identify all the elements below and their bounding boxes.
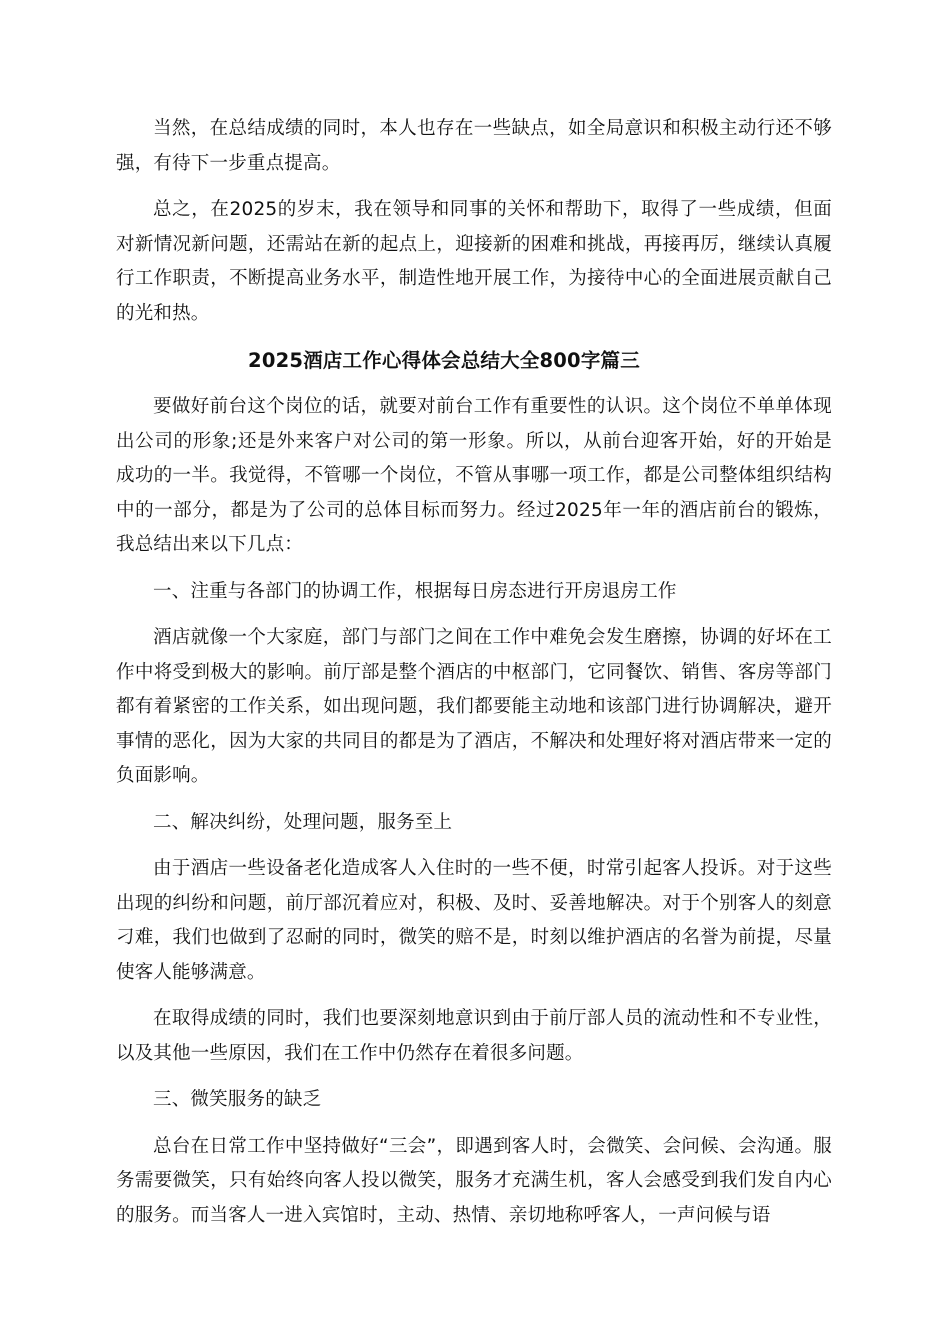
paragraph-coordination: 酒店就像一个大家庭，部门与部门之间在工作中难免会发生磨擦，协调的好坏在工作中将受到极大的影响。前厅部是整个酒店的中枢部门，它同餐饮、销售、客房等部门都有着紧密的工作关系，如出现问题，我们都要能主动地和该部门进行协调解决，避开事情的恶化，因为大家的共同目的都是为了酒店，不解决和处理好将对酒店带来一定的负面影响。	[116, 627, 832, 786]
subheading-smile-service: 三、微笑服务的缺乏	[153, 1089, 322, 1110]
paragraph-disputes: 由于酒店一些设备老化造成客人入住时的一些不便，时常引起客人投诉。对于这些出现的纠纷和问题，前厅部沉着应对，积极、及时、妥善地解决。对于个别客人的刻意刁难，我们也做到了忍耐的同时，微笑的赔不是，时刻以维护酒店的名誉为前提，尽量使客人能够满意。	[116, 858, 832, 983]
paragraph-problems: 在取得成绩的同时，我们也要深刻地意识到由于前厅部人员的流动性和不专业性，以及其他一些原因，我们在工作中仍然存在着很多问题。	[116, 1008, 832, 1064]
paragraph-front-desk-intro: 要做好前台这个岗位的话，就要对前台工作有重要性的认识。这个岗位不单单体现出公司的形象;还是外来客户对公司的第一形象。所以，从前台迎客开始，好的开始是成功的一半。我觉得，不管哪一个岗位，不管从事哪一项工作，都是公司整体组织结构中的一部分，都是为了公司的总体目标而努力。经过2025年一年的酒店前台的锻炼，我总结出来以下几点：	[116, 396, 832, 555]
paragraph-smile-service: 总台在日常工作中坚持做好“三会”，即遇到客人时，会微笑、会问候、会沟通。服务需要微笑，只有始终向客人投以微笑，服务才充满生机，客人会感受到我们发自内心的服务。而当客人一进入宾馆时，主动、热情、亲切地称呼客人，一声问候与语	[116, 1135, 832, 1226]
subheading-coordination: 一、注重与各部门的协调工作，根据每日房态进行开房退房工作	[153, 580, 677, 602]
paragraph-shortcomings: 当然，在总结成绩的同时，本人也存在一些缺点，如全局意识和积极主动行还不够强，有待下一步重点提高。	[116, 118, 832, 174]
subheading-disputes: 二、解决纠纷，处理问题，服务至上	[153, 811, 453, 833]
section-title: 2025酒店工作心得体会总结大全800字篇三	[248, 349, 640, 372]
document-body	[116, 112, 832, 1233]
paragraph-conclusion: 总之，在2025的岁末，我在领导和同事的关怀和帮助下，取得了一些成绩，但面对新情况新问题，还需站在新的起点上，迎接新的困难和挑战，再接再厉，继续认真履行工作职责，不断提高业务水平，制造性地开展工作，为接待中心的全面进展贡献自己的光和热。	[116, 199, 832, 324]
